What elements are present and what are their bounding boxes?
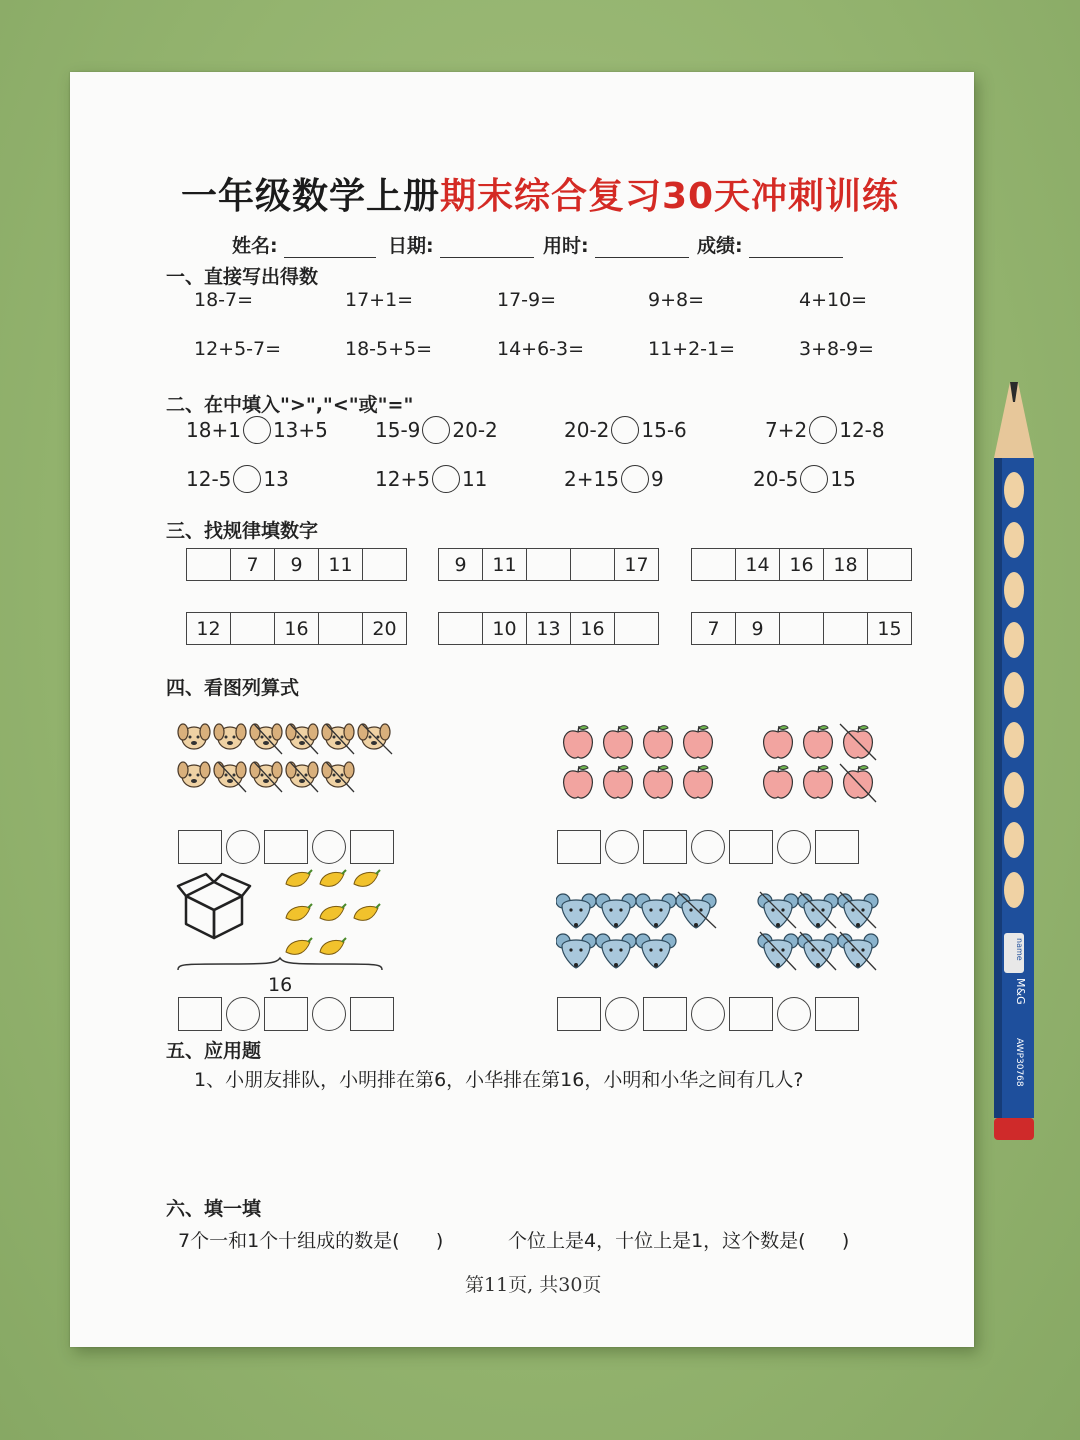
arith-item: 9+8=	[648, 289, 705, 311]
compare-item	[375, 416, 498, 444]
sequence-cell[interactable]: 14	[736, 549, 780, 580]
operator-circle[interactable]	[691, 830, 725, 864]
section-4-heading: 四、看图列算式	[166, 677, 300, 699]
sequence-cell[interactable]	[231, 613, 275, 644]
sequence-cell[interactable]	[615, 613, 658, 644]
sequence-cell[interactable]	[187, 549, 231, 580]
sequence-cell[interactable]	[527, 549, 571, 580]
sequence-row	[438, 548, 659, 581]
sequence-cell[interactable]	[780, 613, 824, 644]
sequence-cell[interactable]: 16	[780, 549, 824, 580]
sequence-cell[interactable]: 12	[187, 613, 231, 644]
sequence-cell[interactable]: 7	[692, 613, 736, 644]
sequence-cell[interactable]: 15	[877, 617, 902, 640]
sequence-row	[186, 612, 407, 645]
mango-icon	[286, 870, 380, 954]
answer-box[interactable]	[729, 830, 773, 864]
sequence-cell[interactable]: 11	[483, 549, 527, 580]
fill-question-1: 7个一和1个十组成的数是( )	[178, 1230, 444, 1252]
compare-left: 20-2	[564, 418, 610, 442]
sequence-cell[interactable]: 17	[624, 553, 649, 576]
sequence-cell[interactable]	[439, 613, 483, 644]
sequence-cell[interactable]: 16	[571, 613, 615, 644]
box-icon	[178, 874, 250, 938]
compare-right: 20-2	[452, 418, 498, 442]
sequence-cell[interactable]: 18	[824, 549, 868, 580]
operator-circle[interactable]	[312, 997, 346, 1031]
sequence-cell[interactable]: 20	[372, 617, 397, 640]
compare-circle[interactable]	[809, 416, 837, 444]
sequence-cell[interactable]	[363, 549, 406, 580]
section-5-heading: 五、应用题	[166, 1040, 262, 1062]
compare-left: 12+5	[375, 467, 430, 491]
dog-faces-picture	[176, 720, 398, 798]
sequence-cell[interactable]: 13	[527, 613, 571, 644]
sequence-cell[interactable]: 9	[275, 549, 319, 580]
sequence-cell[interactable]: 9	[439, 549, 483, 580]
compare-item	[375, 465, 487, 493]
fill-question-2: 个位上是4，十位上是1，这个数是( )	[508, 1230, 850, 1252]
arith-item: 4+10=	[799, 289, 868, 311]
time-blank[interactable]	[595, 239, 689, 258]
compare-circle[interactable]	[621, 465, 649, 493]
answer-box[interactable]	[178, 830, 222, 864]
answer-box[interactable]	[350, 830, 394, 864]
compare-right: 15	[830, 467, 856, 491]
compare-left: 15-9	[375, 418, 421, 442]
answer-box[interactable]	[264, 997, 308, 1031]
section-2-heading: 二、在中填入">","<"或"="	[166, 394, 414, 416]
apples-picture	[558, 722, 880, 804]
title-highlight: 期末综合复习30天冲刺训练	[439, 176, 900, 217]
sequence-cell[interactable]: 9	[736, 613, 780, 644]
arith-item: 18-7=	[194, 289, 254, 311]
total-label: 16	[268, 974, 293, 996]
operator-circle[interactable]	[312, 830, 346, 864]
compare-right: 9	[650, 467, 664, 491]
date-field	[388, 231, 534, 258]
sequence-cell[interactable]: 10	[483, 613, 527, 644]
compare-item	[753, 465, 856, 493]
sequence-cell[interactable]: 16	[275, 613, 319, 644]
sequence-row	[438, 612, 659, 645]
compare-circle[interactable]	[611, 416, 639, 444]
sequence-row	[186, 548, 407, 581]
word-problem: 1、小朋友排队，小明排在第6，小华排在第16，小明和小华之间有几人?	[194, 1069, 804, 1091]
equation-row	[178, 830, 394, 864]
mouse-icon	[556, 894, 878, 968]
equation-row	[557, 830, 859, 864]
compare-item	[186, 416, 328, 444]
sequence-cell[interactable]	[868, 549, 911, 580]
compare-right: 13	[263, 467, 289, 491]
answer-box[interactable]	[557, 830, 601, 864]
compare-circle[interactable]	[422, 416, 450, 444]
sequence-row	[691, 548, 912, 581]
answer-box[interactable]	[815, 997, 859, 1031]
compare-item	[765, 416, 885, 444]
section-1-heading: 一、直接写出得数	[166, 266, 319, 288]
compare-item	[186, 465, 289, 493]
sequence-cell[interactable]	[692, 549, 736, 580]
sequence-cell[interactable]	[824, 613, 868, 644]
answer-box[interactable]	[729, 997, 773, 1031]
compare-left: 2+15	[564, 467, 619, 491]
sequence-cell[interactable]: 11	[319, 549, 363, 580]
section-6-heading: 六、填一填	[166, 1198, 262, 1220]
score-field	[697, 231, 843, 258]
arith-item: 14+6-3=	[497, 338, 585, 360]
date-label: 日期:	[388, 235, 434, 257]
sequence-cell[interactable]	[319, 613, 363, 644]
time-label: 用时:	[543, 235, 589, 257]
sequence-cell[interactable]: 7	[231, 549, 275, 580]
title-main: 一年级数学上册	[180, 176, 440, 217]
answer-box[interactable]	[350, 997, 394, 1031]
pencil-code: AWP30768	[1014, 1038, 1024, 1087]
sequence-cell[interactable]	[571, 549, 615, 580]
compare-circle[interactable]	[800, 465, 828, 493]
score-label: 成绩:	[697, 235, 743, 257]
date-blank[interactable]	[440, 239, 534, 258]
compare-item	[564, 416, 687, 444]
name-label: 姓名:	[232, 235, 278, 257]
compare-item	[564, 465, 664, 493]
compare-circle[interactable]	[243, 416, 271, 444]
compare-circle[interactable]	[233, 465, 261, 493]
answer-box[interactable]	[557, 997, 601, 1031]
answer-box[interactable]	[643, 830, 687, 864]
operator-circle[interactable]	[691, 997, 725, 1031]
compare-right: 13+5	[272, 418, 328, 442]
answer-box[interactable]	[815, 830, 859, 864]
name-field	[232, 231, 376, 258]
arith-item: 17+1=	[345, 289, 414, 311]
box-and-mangos-picture	[176, 866, 386, 976]
answer-box[interactable]	[178, 997, 222, 1031]
page-number: 第11页, 共30页	[465, 1274, 602, 1296]
arith-item: 3+8-9=	[799, 338, 874, 360]
mice-picture	[556, 890, 880, 974]
equation-row	[178, 997, 394, 1031]
arith-item: 12+5-7=	[194, 338, 282, 360]
pencil-brand: M&G	[1014, 978, 1027, 1005]
arith-item: 11+2-1=	[648, 338, 736, 360]
operator-circle[interactable]	[605, 997, 639, 1031]
operator-circle[interactable]	[226, 997, 260, 1031]
sequence-row	[691, 612, 912, 645]
operator-circle[interactable]	[777, 997, 811, 1031]
operator-circle[interactable]	[226, 830, 260, 864]
compare-right: 15-6	[641, 418, 687, 442]
section-3-heading: 三、找规律填数字	[166, 520, 319, 542]
compare-right: 11	[461, 467, 488, 491]
score-blank[interactable]	[749, 239, 843, 258]
apple-icon	[564, 726, 873, 798]
compare-left: 12-5	[186, 467, 232, 491]
arith-item: 17-9=	[497, 289, 557, 311]
compare-left: 7+2	[765, 418, 808, 442]
time-field	[543, 231, 689, 258]
dog-icon	[178, 724, 390, 749]
name-blank[interactable]	[284, 239, 376, 258]
brace	[178, 958, 382, 970]
arith-item: 18-5+5=	[345, 338, 433, 360]
compare-left: 20-5	[753, 467, 799, 491]
pencil-icon	[984, 378, 1044, 1148]
compare-right: 12-8	[839, 418, 885, 442]
worksheet-title	[0, 168, 1080, 219]
equation-row	[557, 997, 859, 1031]
operator-circle[interactable]	[777, 830, 811, 864]
compare-circle[interactable]	[432, 465, 460, 493]
answer-box[interactable]	[643, 997, 687, 1031]
operator-circle[interactable]	[605, 830, 639, 864]
compare-left: 18+1	[186, 418, 241, 442]
pencil-name-label: name	[1015, 938, 1024, 961]
answer-box[interactable]	[264, 830, 308, 864]
